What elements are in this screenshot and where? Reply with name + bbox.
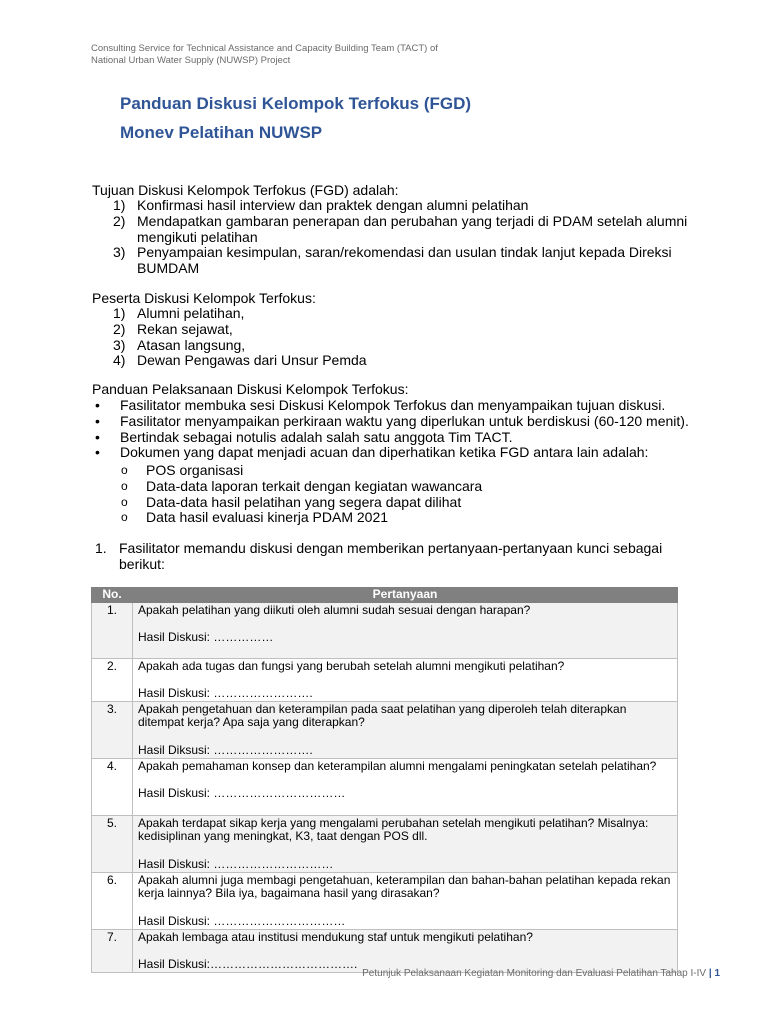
list-item: 3) Atasan langsung, bbox=[113, 336, 246, 353]
circle-bullet-icon: o bbox=[121, 463, 128, 477]
tujuan-list bbox=[113, 198, 723, 277]
table-row: 3. Apakah pengetahuan dan keterampilan pada saat pelatihan yang diperoleh telah diterapkan ditempat kerja? Apa saja yang diterapkan? Hasil Diksusi: ……………………. bbox=[92, 701, 678, 758]
circle-bullet-icon: o bbox=[121, 510, 128, 525]
bullet-icon: • bbox=[95, 412, 100, 429]
list-item: o Data-data hasil pelatihan yang segera dapat dilihat bbox=[121, 493, 462, 510]
header-line-1: Consulting Service for Technical Assistance and Capacity Building Team (TACT) of bbox=[91, 43, 438, 54]
document-title: Panduan Diskusi Kelompok Terfokus (FGD) bbox=[120, 94, 472, 113]
bullet-icon: • bbox=[95, 428, 100, 445]
list-item: 2) Rekan sejawat, bbox=[113, 320, 233, 337]
peserta-heading: Peserta Diskusi Kelompok Terfokus: bbox=[92, 290, 316, 306]
circle-bullet-icon: o bbox=[121, 494, 128, 509]
header-line-2: National Urban Water Supply (NUWSP) Project bbox=[91, 55, 291, 66]
bullet-icon: • bbox=[95, 397, 100, 413]
list-item: o Data-data laporan terkait dengan kegiatan wawancara bbox=[121, 477, 483, 494]
list-item: • Bertindak sebagai notulis adalah salah satu anggota Tim TACT. bbox=[95, 428, 513, 445]
table-row: 4. Apakah pemahaman konsep dan keterampilan alumni mengalami peningkatan setelah pelatihan? Hasil Diskusi: …………………………… bbox=[92, 758, 678, 815]
tujuan-heading: Tujuan Diskusi Kelompok Terfokus (FGD) adalah: bbox=[92, 182, 399, 198]
table-row: 7. Apakah lembaga atau institusi mendukung staf untuk mengikuti pelatihan? Hasil Diskusi:………………………………. bbox=[92, 929, 678, 972]
peserta-list bbox=[113, 306, 723, 369]
circle-bullet-icon: o bbox=[121, 478, 128, 493]
list-item: 1) Alumni pelatihan, bbox=[113, 305, 245, 321]
list-item: o POS organisasi bbox=[121, 462, 244, 478]
footer-separator: | bbox=[708, 968, 712, 979]
page-footer bbox=[300, 968, 720, 979]
list-item: 4) Dewan Pengawas dari Unsur Pemda bbox=[113, 352, 367, 369]
list-item: 1) Konfirmasi hasil interview dan praktek dengan alumni pelatihan bbox=[113, 197, 529, 213]
document-header bbox=[91, 43, 651, 67]
column-header-no: No. bbox=[92, 588, 133, 603]
list-item: 2) Mendapatkan gambaran penerapan dan perubahan yang terjadi di PDAM setelah alumni mengikuti pelatihan bbox=[113, 212, 688, 245]
list-item: • Dokumen yang dapat menjadi acuan dan diperhatikan ketika FGD antara lain adalah: bbox=[95, 444, 649, 461]
panduan-bullet-list bbox=[95, 398, 715, 461]
document-subtitle: Monev Pelatihan NUWSP bbox=[120, 123, 323, 142]
panduan-sub-list bbox=[121, 463, 681, 526]
panduan-heading: Panduan Pelaksanaan Diskusi Kelompok Terfokus: bbox=[92, 381, 409, 397]
bullet-icon: • bbox=[95, 444, 100, 461]
list-item: • Fasilitator membuka sesi Diskusi Kelompok Terfokus dan menyampaikan tujuan diskusi. bbox=[95, 397, 666, 413]
table-row: 6. Apakah alumni juga membagi pengetahuan, keterampilan dan bahan-bahan pelatihan kepada rekan kerja lainnya? Bila iya, bagaimana hasil yang dirasakan? Hasil Diskusi: …………………………… bbox=[92, 872, 678, 929]
list-item: 3) Penyampaian kesimpulan, saran/rekomendasi dan usulan tindak lanjut kepada Direksi BUMDAM bbox=[113, 244, 672, 277]
table-row: 2. Apakah ada tugas dan fungsi yang berubah setelah alumni mengikuti pelatihan? Hasil Diskusi: ……………………. bbox=[92, 658, 678, 701]
page-number: 1 bbox=[714, 968, 720, 979]
question-intro: 1. Fasilitator memandu diskusi dengan memberikan pertanyaan-pertanyaan kunci sebagai berikut: bbox=[95, 540, 663, 572]
questions-table bbox=[91, 587, 678, 973]
table-row: 1. Apakah pelatihan yang diikuti oleh alumni sudah sesuai dengan harapan? Hasil Diskusi: …………… bbox=[92, 602, 678, 658]
footer-text: Petunjuk Pelaksanaan Kegiatan Monitoring dan Evaluasi Pelatihan Tahap I-IV bbox=[362, 968, 707, 979]
list-item: o Data hasil evaluasi kinerja PDAM 2021 bbox=[121, 509, 389, 526]
table-header-row bbox=[92, 588, 678, 603]
table-row: 5. Apakah terdapat sikap kerja yang mengalami perubahan setelah mengikuti pelatihan? Misalnya: kedisiplinan yang meningkat, K3, taat dengan POS dll. Hasil Diskusi: ………………………… bbox=[92, 815, 678, 872]
list-item: • Fasilitator menyampaikan perkiraan waktu yang diperlukan untuk berdiskusi (60-120 menit). bbox=[95, 412, 689, 429]
column-header-question: Pertanyaan bbox=[133, 588, 678, 603]
